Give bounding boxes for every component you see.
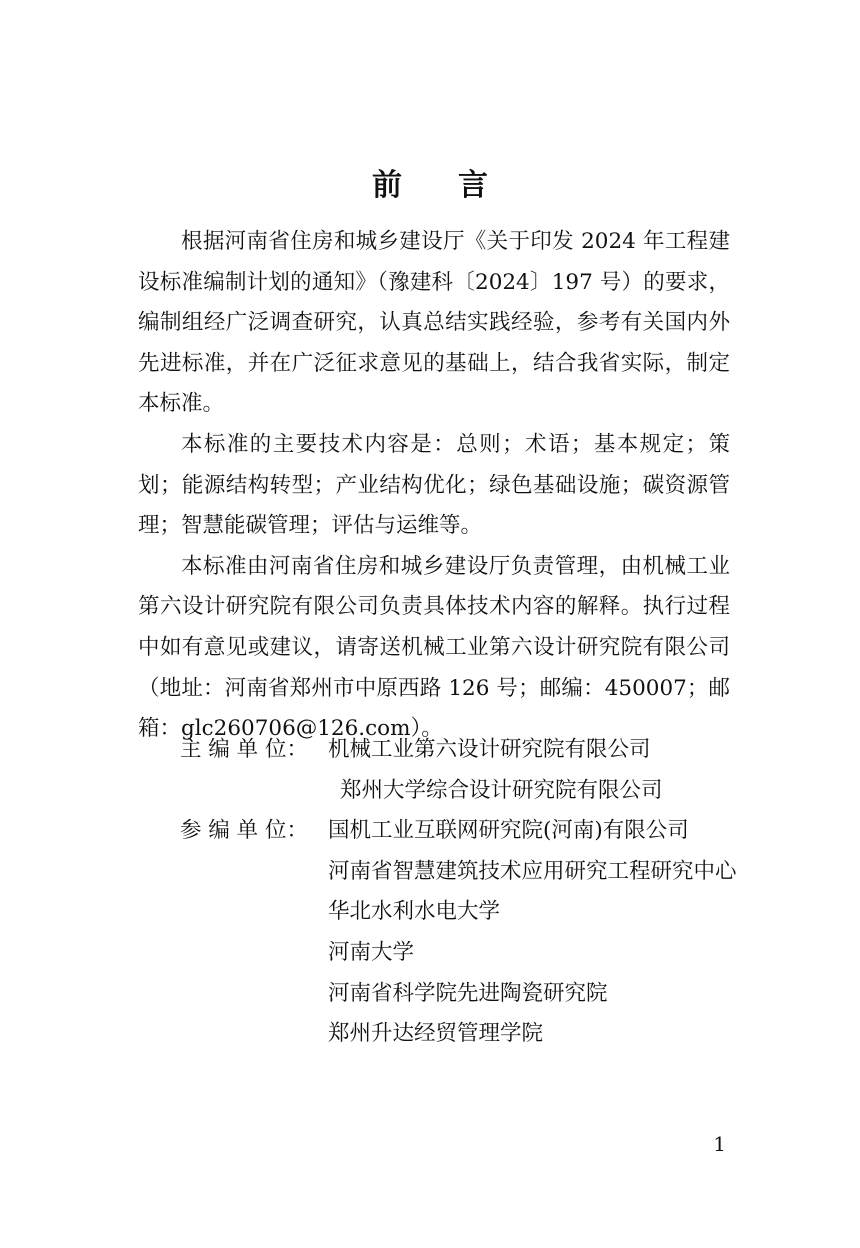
paragraph-1: 根据河南省住房和城乡建设厅《关于印发 2024 年工程建设标准编制计划的通知》（豫建科〔2024〕197 号）的要求，编制组经广泛调查研究，认真总结实践经验，参考有关国内外先进标准，并在广泛征求意见的基础上，结合我省实际，制定本标准。: [138, 229, 730, 417]
foreword-body: [138, 222, 730, 750]
title-char-1: 前: [372, 168, 402, 203]
chief-units-row: [180, 730, 740, 811]
participating-units-list: [328, 811, 740, 1055]
participating-unit-item: 河南大学: [328, 939, 415, 965]
chief-units-label: 主 编 单 位：: [180, 737, 309, 762]
participating-unit-item: 河南省科学院先进陶瓷研究院: [328, 980, 608, 1006]
page-number: 1: [713, 1132, 726, 1156]
title-char-2: 言: [458, 168, 488, 203]
participating-unit-item: 河南省智慧建筑技术应用研究工程研究中心: [328, 858, 737, 884]
paragraph-2: 本标准的主要技术内容是：总则；术语；基本规定；策划；能源结构转型；产业结构优化；绿色基础设施；碳资源管理；智慧能碳管理；评估与运维等。: [138, 431, 730, 539]
participating-unit-item: 郑州升达经贸管理学院: [328, 1021, 544, 1047]
chief-units-list: [328, 730, 740, 811]
chief-unit-item: 机械工业第六设计研究院有限公司: [328, 737, 651, 762]
units-section: [180, 730, 740, 1055]
participating-unit-item: 国机工业互联网研究院(河南)有限公司: [328, 818, 689, 844]
page-title: [0, 164, 860, 208]
paragraph-3: 本标准由河南省住房和城乡建设厅负责管理，由机械工业第六设计研究院有限公司负责具体技术内容的解释。执行过程中如有意见或建议，请寄送机械工业第六设计研究院有限公司（地址：河南省郑州市中原西路 126 号；邮编：450007；邮箱：glc260706@126.com）。: [138, 553, 731, 742]
chief-unit-item: 郑州大学综合设计研究院有限公司: [340, 777, 663, 803]
participating-unit-item: 华北水利水电大学: [328, 899, 501, 925]
participating-units-label: 参 编 单 位：: [180, 818, 309, 844]
participating-units-row: [180, 811, 740, 1055]
